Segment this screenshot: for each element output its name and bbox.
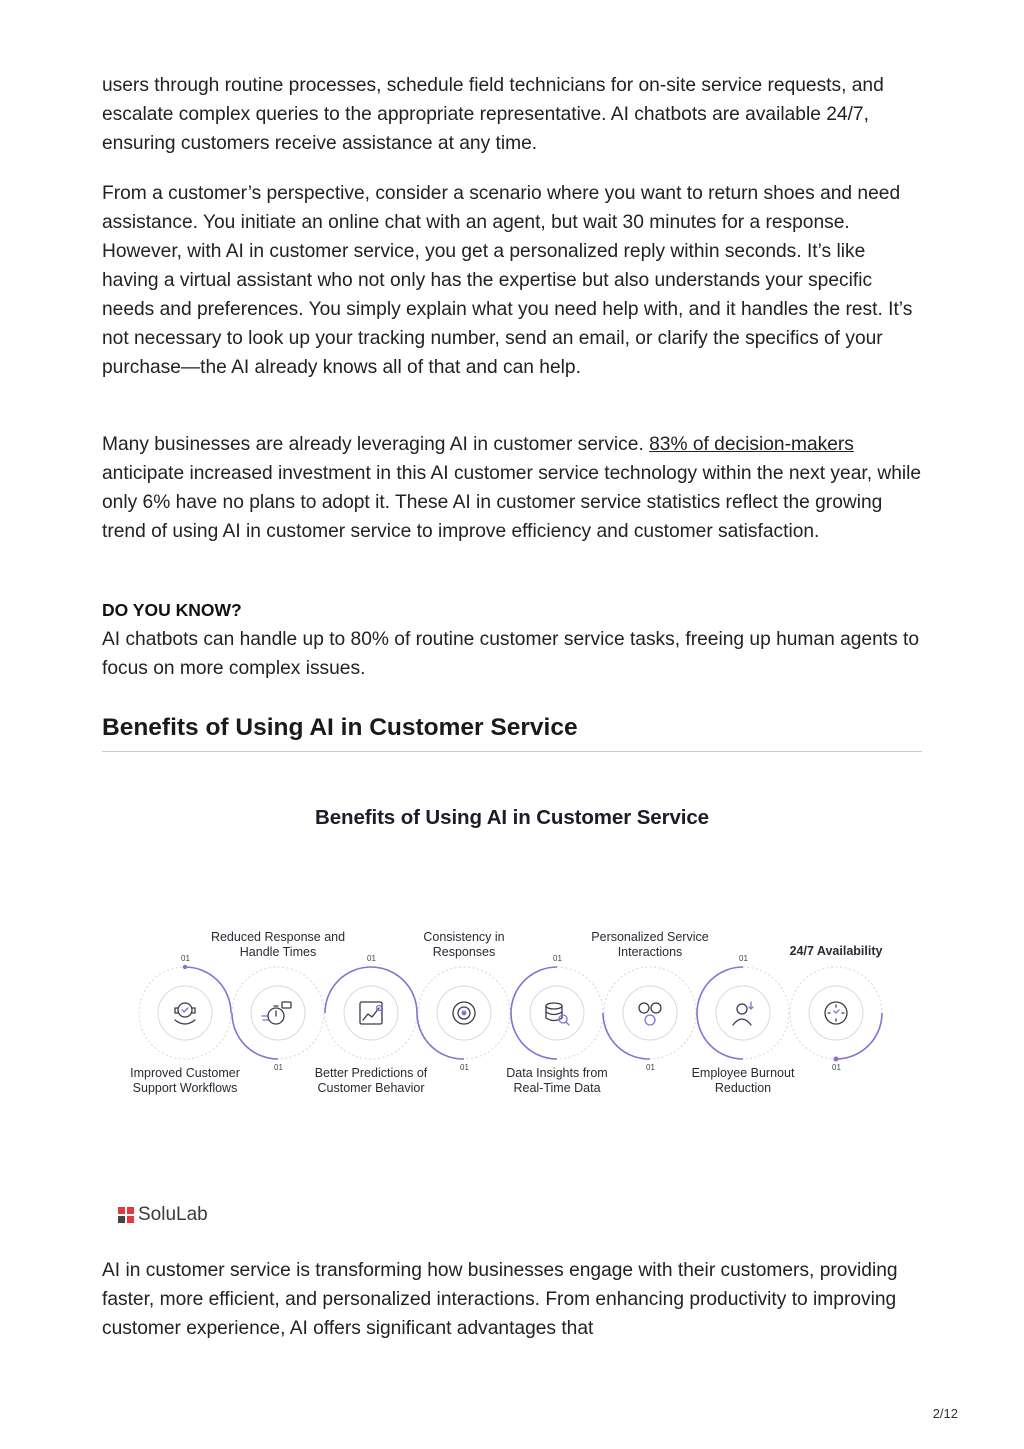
label-improved-support: Improved Customer Support Workflows bbox=[130, 1066, 240, 1095]
section-heading: Benefits of Using AI in Customer Service bbox=[102, 714, 578, 741]
heading-divider bbox=[102, 751, 922, 752]
step-number-8: 01 bbox=[832, 1063, 841, 1072]
label-data-insights: Data Insights from Real-Time Data bbox=[506, 1066, 608, 1095]
paragraph-ai-transforming: AI in customer service is transforming how businesses engage with their customers, providing faster, more efficient, and personalized interactions. From enhancing productivity to improving customer experience, AI offers significant advantages that bbox=[102, 1260, 898, 1339]
step-number-4: 01 bbox=[460, 1063, 469, 1072]
label-burnout: Employee Burnout Reduction bbox=[691, 1066, 795, 1095]
infographic-title: Benefits of Using AI in Customer Service bbox=[315, 806, 709, 829]
did-you-know-body: AI chatbots can handle up to 80% of routine customer service tasks, freeing up human agents to focus on more complex issues. bbox=[102, 629, 920, 679]
benefits-infographic bbox=[102, 770, 922, 1250]
label-consistency: Consistency in Responses bbox=[423, 930, 505, 959]
page-number: 2/12 bbox=[932, 1406, 958, 1421]
step-number-3: 01 bbox=[367, 954, 376, 963]
step-number-6: 01 bbox=[646, 1063, 655, 1072]
infographic-diagram bbox=[102, 770, 922, 1250]
paragraph-routine-processes: users through routine processes, schedule field technicians for on-site service requests, and escalate complex queries to the appropriate representative. AI chatbots are available 24/7, ensuring customers receive assistance at any time. bbox=[102, 75, 884, 154]
label-personalized: Personalized Service Interactions bbox=[591, 930, 709, 959]
label-availability: 24/7 Availability bbox=[789, 944, 883, 958]
label-reduced-response: Reduced Response and Handle Times bbox=[210, 930, 346, 959]
step-number-2: 01 bbox=[274, 1063, 283, 1072]
did-you-know-title: DO YOU KNOW? bbox=[102, 600, 242, 620]
solulab-logo-text: SoluLab bbox=[138, 1204, 208, 1225]
paragraph-customer-perspective: From a customer’s perspective, consider a scenario where you want to return shoes and need assistance. You initiate an online chat with an agent, but wait 30 minutes for a response. However, with AI in customer service, you get a personalized reply within seconds. It’s like having a virtual assistant who not only has the expertise but also understands your specific needs and preferences. You simply explain what you need help with, and it handles the rest. It’s not necessary to look up your tracking number, send an email, or clarify the specifics of your purchase—the AI already knows all of that and can help. bbox=[102, 183, 913, 378]
clock-24-icon bbox=[825, 1002, 847, 1024]
paragraph-text-start: Many businesses are already leveraging AI in customer service. bbox=[102, 434, 650, 455]
paragraph-text-end: anticipate increased investment in this AI customer service technology within the next year, while only 6% have no plans to adopt it. These AI in customer service statistics reflect the growing trend of using AI in customer service to improve efficiency and customer satisfaction. bbox=[102, 463, 922, 542]
label-better-predictions: Better Predictions of Customer Behavior bbox=[314, 1066, 428, 1095]
solulab-logo-icon bbox=[118, 1207, 134, 1223]
solulab-logo bbox=[118, 1204, 208, 1226]
step-number-1: 01 bbox=[181, 954, 190, 963]
paragraph-businesses-leveraging bbox=[102, 430, 922, 546]
step-number-7: 01 bbox=[739, 954, 748, 963]
decision-makers-link[interactable]: 83% of decision-makers bbox=[649, 434, 854, 455]
step-number-5: 01 bbox=[553, 954, 562, 963]
